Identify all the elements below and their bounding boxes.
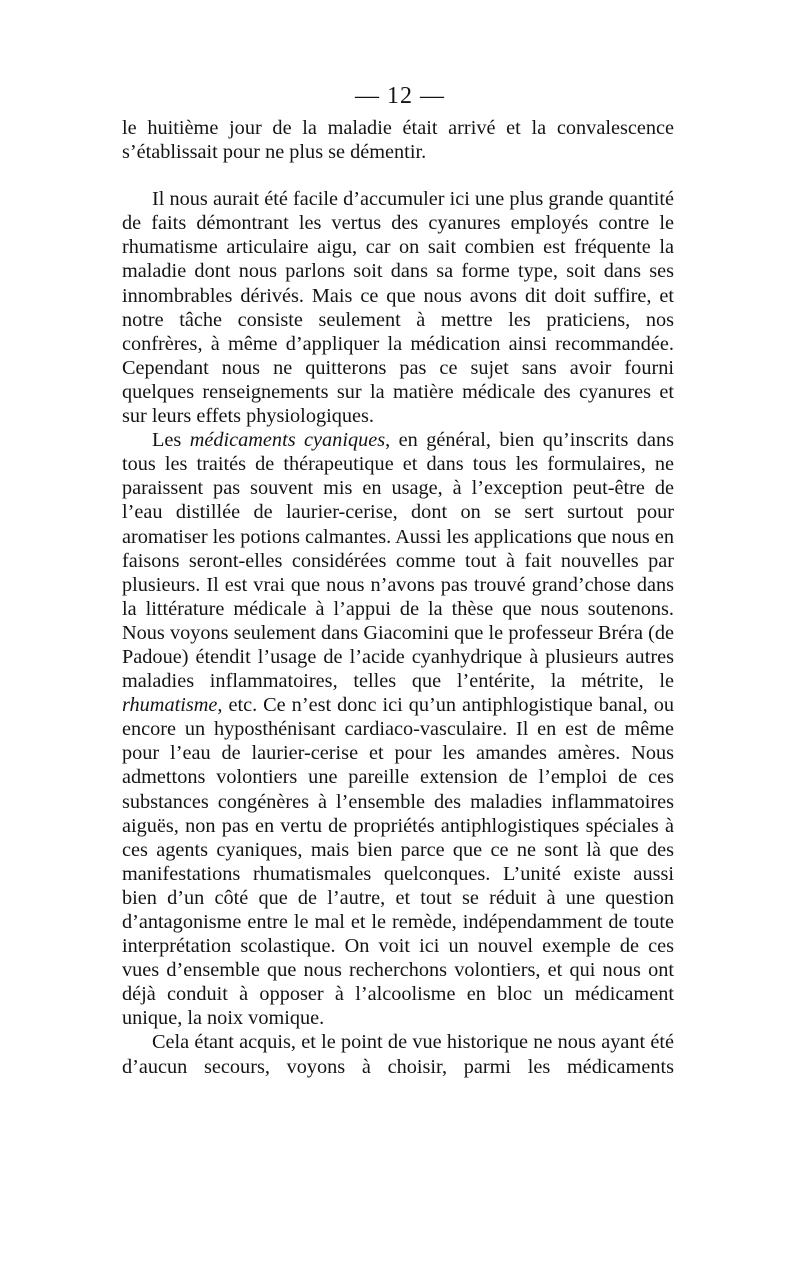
emphasis-rhumatisme: rhumatisme bbox=[122, 694, 218, 717]
paragraph-3-end: , etc. Ce n’est donc ici qu’un antiphlogistique banal, ou encore un hyposthénisant cardiaco-vasculaire. Il en est de même pour l’eau de laurier-cerise et pour les amandes amères. Nous admettons volontiers une pareille extension de l’emploi de ces substances congénères à l’ensemble des maladies inflammatoires aiguës, non pas en vertu de propriétés antiphlogistiques spéciales à ces agents cyaniques, mais bien parce que ce ne sont là que des manifestations rhumatismales quelconques. L’unité existe aussi bien d’un côté que de l’autre, et tout se réduit à une question d’antagonisme entre le mal et le remède, indépendamment de toute interprétation scolastique. On voit ici un nouvel exemple de ces vues d’ensemble que nous recherchons volontiers, et qui nous ont déjà conduit à opposer à l’alcoolisme en bloc un médicament unique, la noix vomique. bbox=[122, 694, 674, 1030]
emphasis-medicaments-cyaniques: médicaments cyaniques bbox=[189, 429, 386, 452]
paragraph-1: le huitième jour de la maladie était arrivé et la convalescence s’établissait pour ne plus se démentir. bbox=[122, 117, 674, 164]
page-number: — 12 — bbox=[355, 83, 445, 109]
paragraph-4: Cela étant acquis, et le point de vue historique ne nous ayant été d’aucun secours, voyons à choisir, parmi les médicaments bbox=[122, 1031, 674, 1078]
body-text bbox=[122, 116, 674, 1079]
paragraph-3 bbox=[122, 428, 674, 1030]
paragraph-2: Il nous aurait été facile d’accumuler ici une plus grande quantité de faits démontrant les vertus des cyanures employés contre le rhumatisme articulaire aigu, car on sait combien est fréquente la maladie dont nous parlons soit dans sa forme type, soit dans ses innombrables dérivés. Mais ce que nous avons dit doit suffire, et notre tâche consiste seulement à mettre les praticiens, nos confrères, à même d’appliquer la médication ainsi recommandée. Cependant nous ne quitterons pas ce sujet sans avoir fourni quelques renseignements sur la matière médicale des cyanures et sur leurs effets physiologiques. bbox=[122, 188, 674, 428]
paragraph-3-start: Les bbox=[152, 429, 190, 452]
paragraph-3-middle: , en général, bien qu’inscrits dans tous les traités de thérapeutique et dans tous les formulaires, ne paraissent pas souvent mis en usage, à l’exception peut-être de l’eau distillée de laurier-cerise, dont on se sert surtout pour aromatiser les potions calmantes. Aussi les applications que nous en faisons seront-elles considérées comme tout à fait nouvelles par plusieurs. Il est vrai que nous n’avons pas trouvé grand’chose dans la littérature médicale à l’appui de la thèse que nous soutenons. Nous voyons seulement dans Giacomini que le professeur Bréra (de Padoue) étendit l’usage de l’acide cyanhydrique à plusieurs autres maladies inflammatoires, telles que l’entérite, la métrite, le bbox=[122, 429, 674, 693]
